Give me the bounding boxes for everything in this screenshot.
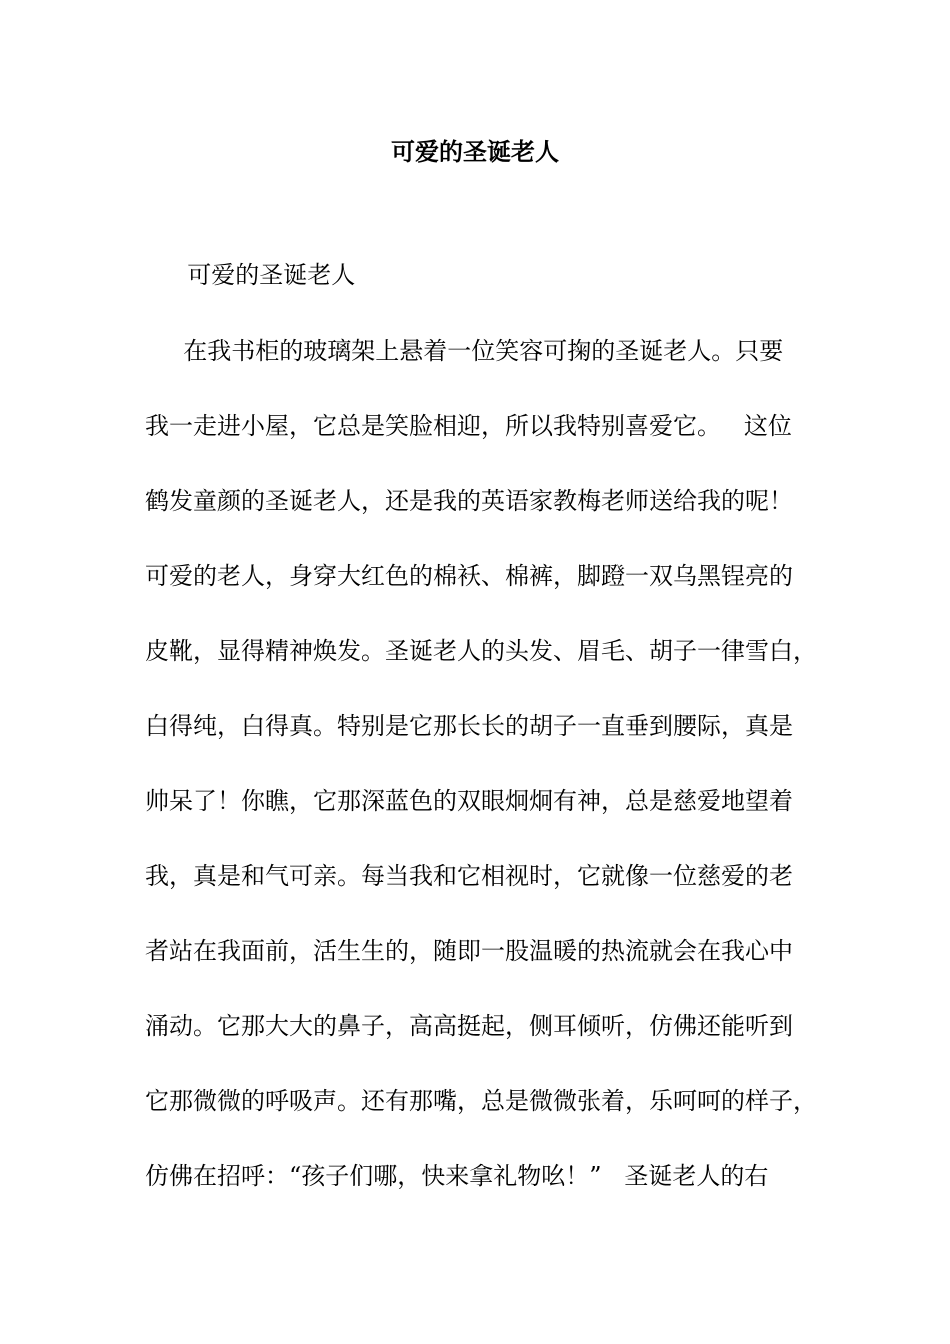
paragraph-line: 涌动。它那大大的鼻子，高高挺起，侧耳倾听，仿佛还能听到 <box>145 1012 793 1040</box>
paragraph-line: 帅呆了！你瞧，它那深蓝色的双眼炯炯有神，总是慈爱地望着 <box>145 787 793 815</box>
document-title: 可爱的圣诞老人 <box>391 137 559 166</box>
paragraph-line: 皮靴，显得精神焕发。圣诞老人的头发、眉毛、胡子一律雪白， <box>145 637 817 665</box>
paragraph-line: 它那微微的呼吸声。还有那嘴，总是微微张着，乐呵呵的样子， <box>145 1087 817 1115</box>
paragraph-line: 我，真是和气可亲。每当我和它相视时，它就像一位慈爱的老 <box>145 862 793 890</box>
paragraph-line: 鹤发童颜的圣诞老人，还是我的英语家教梅老师送给我的呢！ <box>145 487 793 515</box>
paragraph-line: 者站在我面前，活生生的，随即一股温暖的热流就会在我心中 <box>145 937 793 965</box>
paragraph-line: 我一走进小屋，它总是笑脸相迎，所以我特别喜爱它。 这位 <box>145 412 792 440</box>
paragraph-line: 可爱的老人，身穿大红色的棉袄、棉裤，脚蹬一双乌黑锃亮的 <box>145 562 793 590</box>
paragraph-line: 白得纯，白得真。特别是它那长长的胡子一直垂到腰际，真是 <box>145 712 793 740</box>
document-subtitle: 可爱的圣诞老人 <box>172 261 356 289</box>
paragraph-line: 在我书柜的玻璃架上悬着一位笑容可掬的圣诞老人。只要 <box>168 337 784 365</box>
paragraph-line: 仿佛在招呼：“孩子们哪，快来拿礼物吆！” 圣诞老人的右 <box>145 1162 769 1190</box>
